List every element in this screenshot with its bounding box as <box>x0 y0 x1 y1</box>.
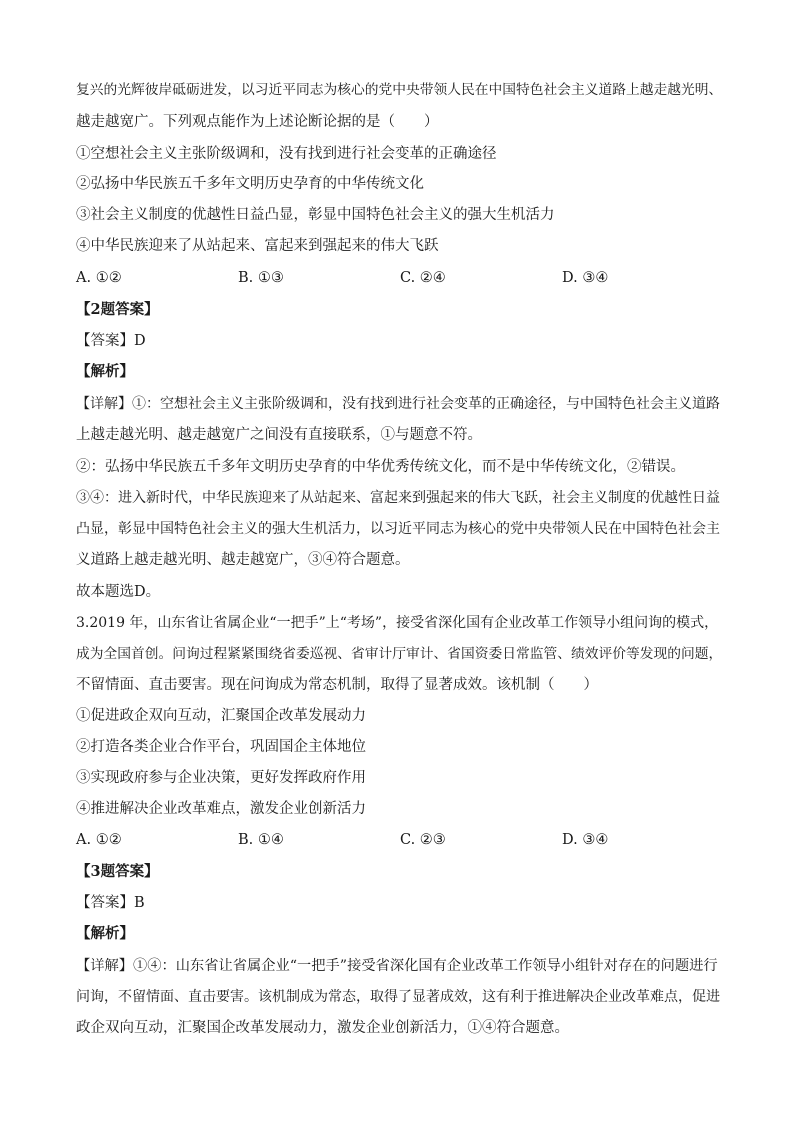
q3-stem-line-3: 不留情面、直击要害。现在问询成为常态机制，取得了显著成效。该机制（ ） <box>76 677 598 693</box>
q3-answer: 【答案】B <box>76 895 145 911</box>
q2-options <box>76 268 726 288</box>
q3-answer-heading: 【3题答案】 <box>76 863 159 880</box>
q3-option-b: B. ①④ <box>238 832 284 848</box>
q3-item-2: ②打造各类企业合作平台，巩固国企主体地位 <box>76 739 366 755</box>
q2-detail-line-2: 上越走越光明、越走越宽广之间没有直接联系，①与题意不符。 <box>76 427 482 443</box>
q2-stem-line-1: 复兴的光辉彼岸砥砺进发，以习近平同志为核心的党中央带领人民在中国特色社会主义道路上越走越光明、 <box>76 82 723 98</box>
q3-stem-line-1: 3.2019 年，山东省让省属企业“一把手”上“考场”，接受省深化国有企业改革工作领导小组问询的模式， <box>76 615 719 631</box>
q3-option-a: A. ①② <box>76 832 122 848</box>
q2-detail-line-5: 凸显，彰显中国特色社会主义的强大生机活力，以习近平同志为核心的党中央带领人民在中国特色社会主 <box>76 521 720 537</box>
q2-option-a: A. ①② <box>76 270 122 286</box>
q3-detail-line-1: 【详解】①④：山东省让省属企业“一把手”接受省深化国有企业改革工作领导小组针对存在的问题进行 <box>76 958 718 974</box>
q2-analysis-heading: 【解析】 <box>76 363 134 380</box>
q2-item-4: ④中华民族迎来了从站起来、富起来到强起来的伟大飞跃 <box>76 238 439 254</box>
q2-answer: 【答案】D <box>76 333 146 349</box>
q3-item-1: ①促进政企双向互动，汇聚国企改革发展动力 <box>76 708 366 724</box>
q2-option-b: B. ①③ <box>238 270 284 286</box>
q2-item-2: ②弘扬中华民族五千多年文明历史孕育的中华传统文化 <box>76 176 424 192</box>
q2-option-c: C. ②④ <box>400 270 446 286</box>
q3-detail-line-2: 问询，不留情面、直击要害。该机制成为常态，取得了显著成效，这有利于推进解决企业改革难点，促进 <box>76 989 720 1005</box>
q2-answer-heading: 【2题答案】 <box>76 301 159 318</box>
q2-detail-line-4: ③④：进入新时代，中华民族迎来了从站起来、富起来到强起来的伟大飞跃，社会主义制度的优越性日益 <box>76 490 720 506</box>
q3-detail-line-3: 政企双向互动，汇聚国企改革发展动力，激发企业创新活力，①④符合题意。 <box>76 1020 569 1036</box>
q3-stem-line-2: 成为全国首创。问询过程紧紧围绕省委巡视、省审计厅审计、省国资委日常监管、绩效评价等发现的问题， <box>76 646 723 662</box>
q2-conclusion: 故本题选D。 <box>76 584 161 600</box>
q2-stem-line-2: 越走越宽广。下列观点能作为上述论断论据的是（ ） <box>76 114 439 130</box>
q2-item-1: ①空想社会主义主张阶级调和，没有找到进行社会变革的正确途径 <box>76 146 497 162</box>
q3-item-3: ③实现政府参与企业决策，更好发挥政府作用 <box>76 770 366 786</box>
q2-detail-line-3: ②：弘扬中华民族五千多年文明历史孕育的中华优秀传统文化，而不是中华传统文化，②错误。 <box>76 459 685 475</box>
q3-option-c: C. ②③ <box>400 832 446 848</box>
q3-option-d: D. ③④ <box>562 832 609 848</box>
q2-detail-line-1: 【详解】①：空想社会主义主张阶级调和，没有找到进行社会变革的正确途径，与中国特色社会主义道路 <box>76 396 720 412</box>
q3-item-4: ④推进解决企业改革难点，激发企业创新活力 <box>76 801 366 817</box>
q3-analysis-heading: 【解析】 <box>76 925 134 942</box>
q2-item-3: ③社会主义制度的优越性日益凸显，彰显中国特色社会主义的强大生机活力 <box>76 207 555 223</box>
q2-option-d: D. ③④ <box>562 270 609 286</box>
q3-options <box>76 830 726 850</box>
q2-detail-line-6: 义道路上越走越光明、越走越宽广，③④符合题意。 <box>76 552 410 568</box>
